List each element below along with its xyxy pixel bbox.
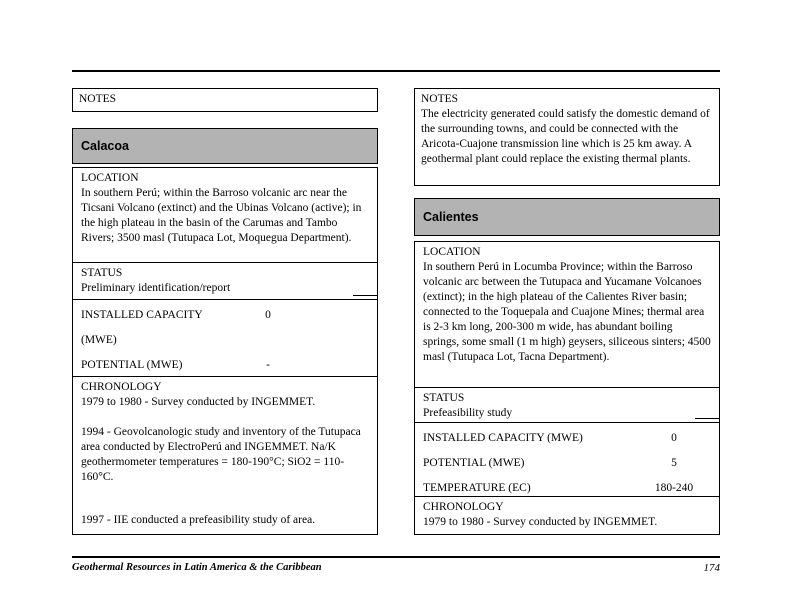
metric-label: TEMPERATURE (ΕC) [423, 482, 531, 494]
section-title-calacoa: Calacoa [81, 139, 129, 153]
metric-label: INSTALLED CAPACITY (MWE) [423, 432, 583, 444]
metric-value: 5 [671, 457, 677, 469]
location-row [73, 168, 377, 263]
chronology-label: CHRONOLOGY [423, 501, 504, 513]
scan-artifact-line [695, 418, 719, 419]
metric-label: POTENTIAL (MWE) [81, 359, 183, 371]
section-header-calacoa [72, 128, 378, 164]
metric-potential [81, 353, 303, 377]
notes-label: NOTES [79, 93, 117, 105]
metric-value: 180-240 [654, 482, 694, 494]
scan-artifact-line [353, 295, 377, 296]
location-text: In southern Perú in Locumba Province; within the Barroso volcanic arc between the Tutupaca and Yucamane Volcanoes (extinct); in the high plateau of the Calientes River basin; connected to the Toquepala and Cuajone Mines; thermal area is 2-3 km long, 200-300 m wide, has abundant boiling springs, some small (1 m high) geysers, siliceous sinters; 4500 masl (Tutupaca Lot, Tacna Department). [423, 261, 711, 363]
chronology-entry: 1994 - Geovolcanologic study and inventory of the Tutupaca area conducted by ElectroPerú and INGEMMET. Na/K geothermometer temperatures = 180-190°C; SiO2 = 110-160°C. [81, 426, 361, 483]
location-text: In southern Perú; within the Barroso volcanic arc near the Ticsani Volcano (extinct) and the Ubinas Volcano (active); in the high plateau in the basin of the Carumas and Tambo Rivers; 3500 masl (Tutupaca Lot, Moquegua Department). [81, 187, 362, 244]
chronology-entry: 1979 to 1980 - Survey conducted by INGEMMET. [423, 516, 658, 528]
status-text: Preliminary identification/report [81, 282, 231, 294]
status-row [73, 263, 377, 300]
chronology-entry: 1979 to 1980 - Survey conducted by INGEMMET. [81, 396, 316, 408]
status-text: Prefeasibility study [423, 407, 513, 419]
status-label: STATUS [423, 392, 465, 404]
notes-box-calientes [414, 88, 720, 186]
footer-rule [72, 556, 720, 558]
location-label: LOCATION [81, 172, 139, 184]
section-title-calientes: Calientes [423, 210, 479, 224]
chronology-row [73, 377, 377, 535]
notes-box-calacoa [72, 88, 378, 112]
status-row [415, 388, 719, 423]
chronology-row [415, 497, 719, 535]
status-label: STATUS [81, 267, 123, 279]
chronology-label: CHRONOLOGY [81, 381, 162, 393]
calientes-table [414, 241, 720, 535]
chronology-entry: 1997 - IIE conducted a prefeasibility study of area. [81, 514, 316, 526]
metric-label: POTENTIAL (MWE) [423, 457, 525, 469]
location-row [415, 242, 719, 388]
metric-value: 0 [671, 432, 677, 444]
notes-text: The electricity generated could satisfy the domestic demand of the surrounding towns, and could be connected with the Aricota-Cuajone transmission line which is 25 km away. A geothermal plant could replace the existing thermal plants. [421, 108, 710, 165]
metric-temperature [423, 476, 709, 497]
metric-value: - [266, 359, 270, 371]
metric-installed-capacity [81, 303, 303, 353]
footer-book-title: Geothermal Resources in Latin America & the Caribbean [72, 562, 322, 573]
metrics-row [415, 423, 719, 497]
metric-installed-capacity [423, 426, 709, 451]
location-label: LOCATION [423, 246, 481, 258]
metric-label: INSTALLED CAPACITY (MWE) [81, 309, 203, 346]
section-header-calientes [414, 198, 720, 236]
calacoa-table [72, 167, 378, 535]
notes-label: NOTES [421, 93, 459, 105]
top-rule [72, 70, 720, 72]
footer-page-number: 174 [703, 562, 720, 574]
metrics-row [73, 300, 377, 377]
metric-potential [423, 451, 709, 476]
metric-value: 0 [265, 309, 271, 321]
